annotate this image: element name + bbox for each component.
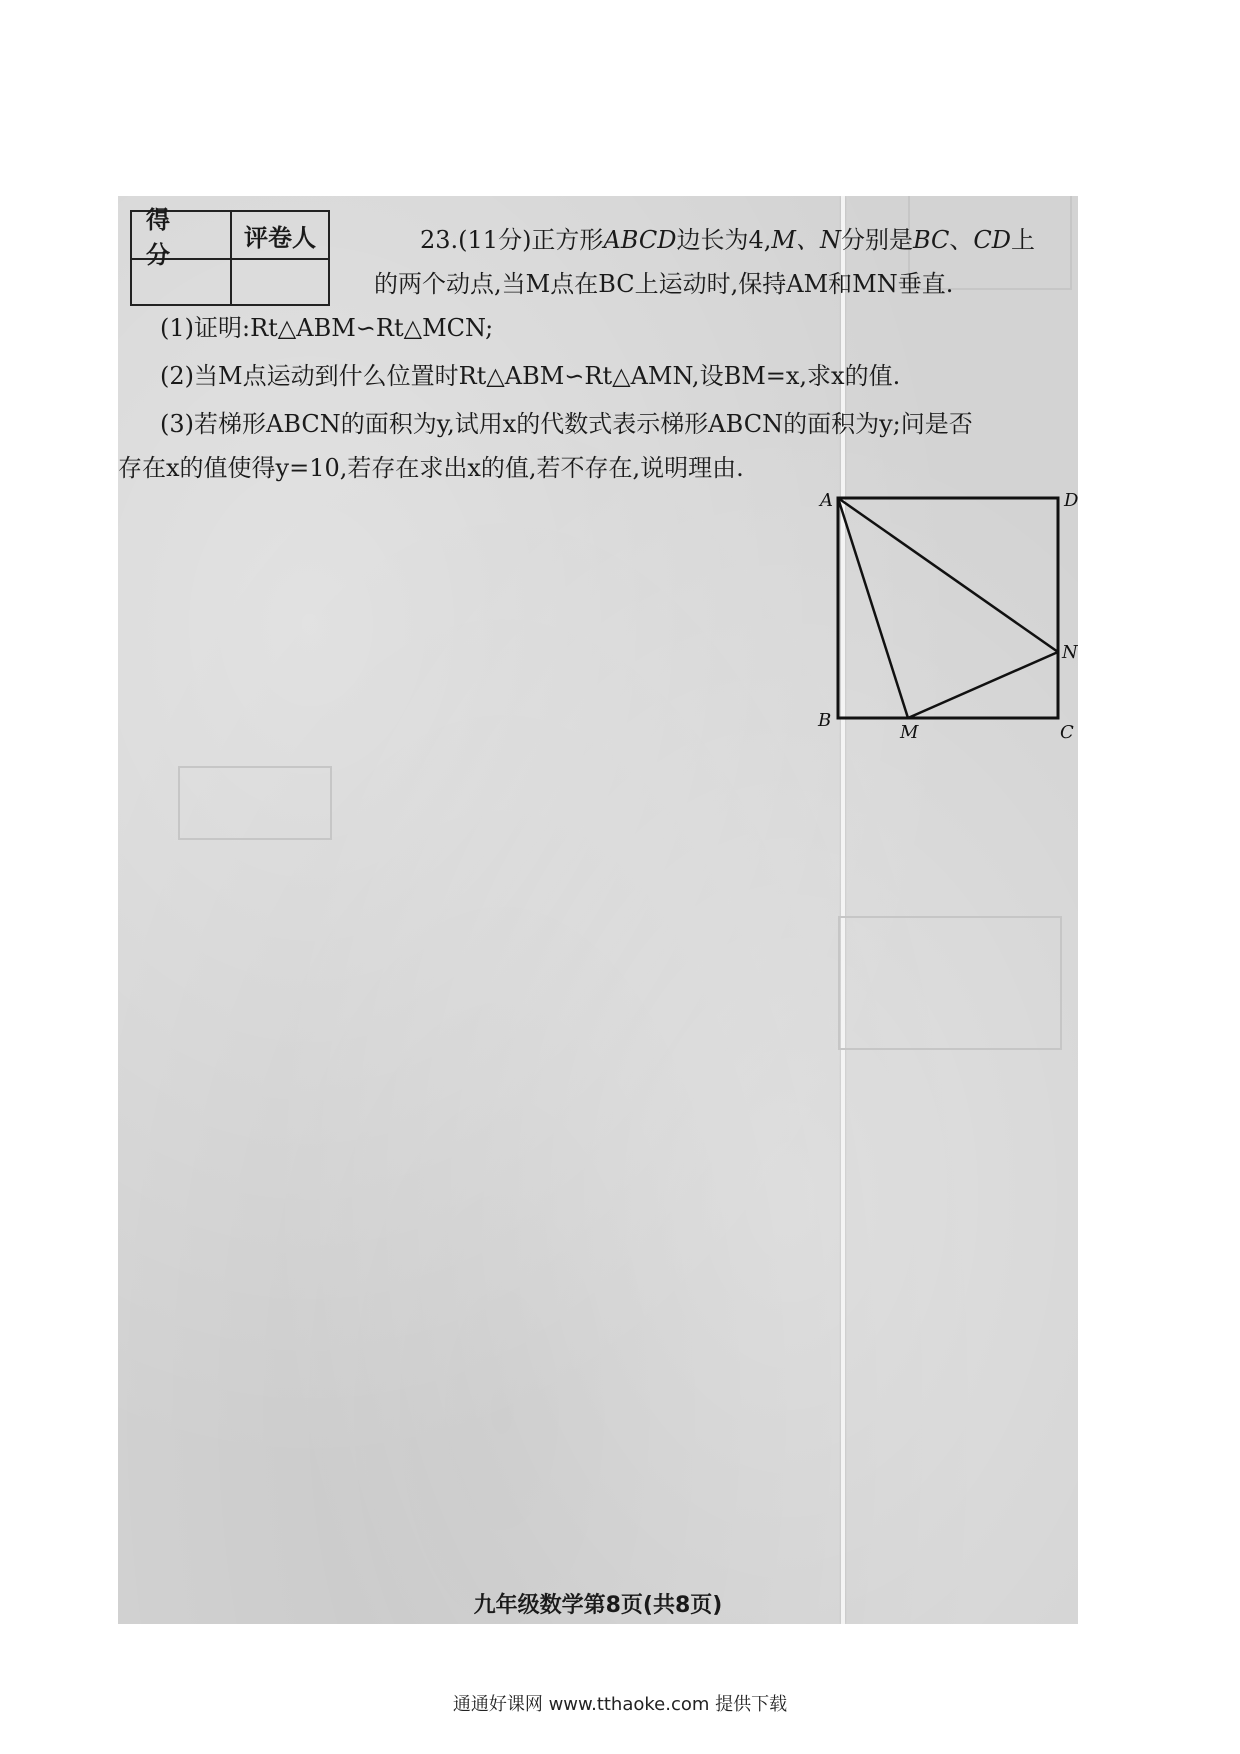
label-n: N <box>1062 642 1078 663</box>
points-mn: M、N <box>771 226 841 254</box>
label-m: M <box>900 722 919 743</box>
connector-text: 分别是 <box>840 226 913 254</box>
question-line-1 <box>420 222 1035 258</box>
end-text: 上 <box>1011 226 1036 254</box>
question-part-3-line-2: 存在x的值使得y=10,若存在求出x的值,若不存在,说明理由. <box>118 454 744 482</box>
question-part-3-line-1: (3)若梯形ABCN的面积为y,试用x的代数式表示梯形ABCN的面积为y;问是否 <box>160 410 973 438</box>
geometry-figure <box>798 476 1078 746</box>
bleed-through-box <box>178 766 332 840</box>
bleed-through-box <box>838 916 1062 1050</box>
question-line-2: 的两个动点,当M点在BC上运动时,保持AM和MN垂直. <box>374 270 954 298</box>
segment-an <box>838 498 1058 652</box>
score-cell <box>132 260 230 306</box>
question-part-1: (1)证明:Rt△ABM∽Rt△MCN; <box>160 314 494 342</box>
grader-header: 评卷人 <box>230 212 328 258</box>
score-header: 得 分 <box>146 206 184 269</box>
label-c: C <box>1060 722 1074 743</box>
label-a: A <box>820 490 833 511</box>
side-bc: BC <box>912 226 950 254</box>
grader-cell <box>230 260 328 306</box>
question-part-2: (2)当M点运动到什么位置时Rt△ABM∽Rt△AMN,设BM=x,求x的值. <box>160 362 901 390</box>
side-cd: CD <box>973 226 1012 254</box>
score-table <box>130 206 330 306</box>
square-abcd <box>838 498 1058 718</box>
separator-text: 、 <box>949 226 974 254</box>
label-b: B <box>818 710 832 731</box>
square-name: ABCD <box>603 226 677 254</box>
scanned-exam-page <box>118 196 1078 1624</box>
download-credit: 通通好课网 www.tthaoke.com 提供下载 <box>452 1694 788 1715</box>
side-length-text: 边长为4, <box>676 226 772 254</box>
label-d: D <box>1064 490 1079 511</box>
question-number: 23.(11分)正方形 <box>420 226 604 254</box>
page-footer: 九年级数学第8页(共8页) <box>473 1593 723 1618</box>
segment-am <box>838 498 908 718</box>
segment-mn <box>908 652 1058 718</box>
